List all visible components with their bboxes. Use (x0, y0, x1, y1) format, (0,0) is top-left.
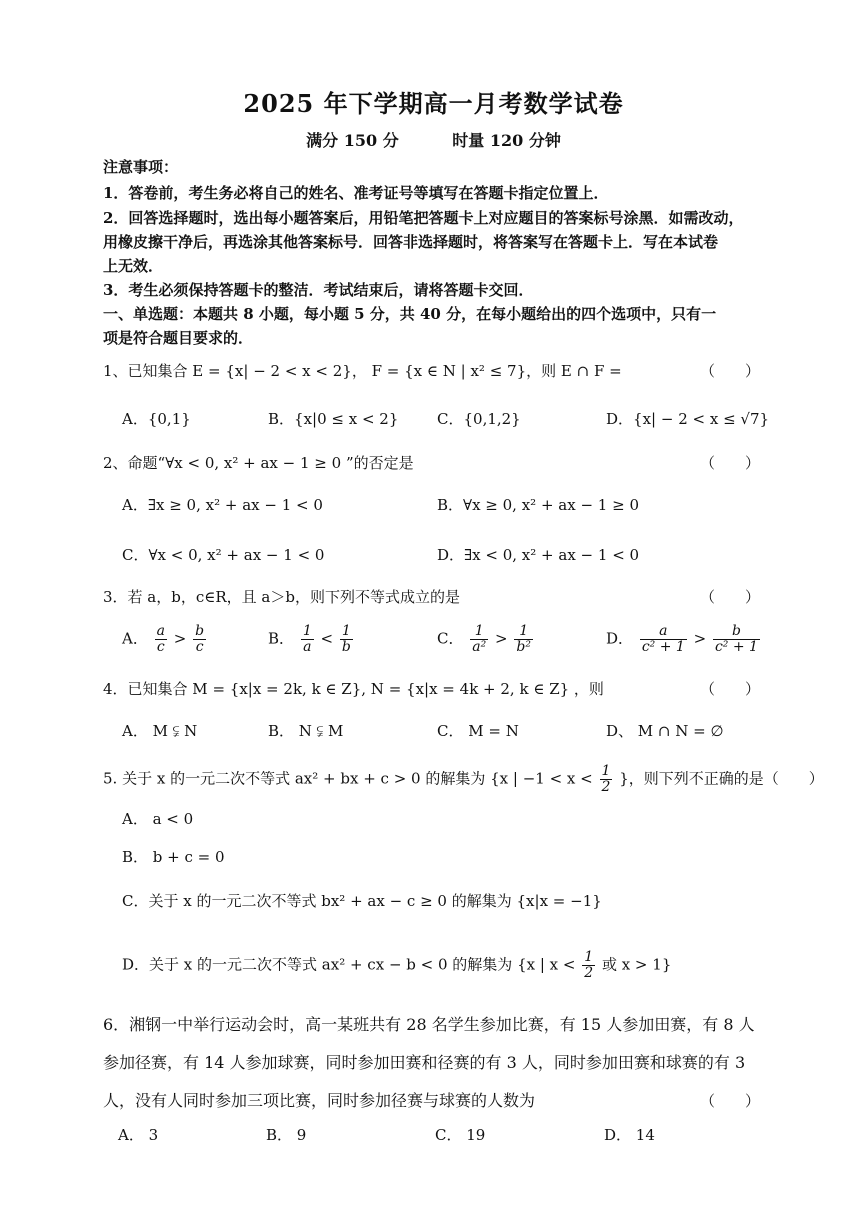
numerator: 1 (340, 624, 353, 640)
section-1-line-2: 项是符合题目要求的． (103, 329, 254, 347)
question-4-option-b: B． N ⫋ M (268, 722, 344, 740)
denominator: c² + 1 (714, 639, 758, 655)
option-label: B． (268, 629, 295, 648)
question-3-answer-paren: （ ） (700, 588, 761, 606)
question-2-option-c: C．∀x < 0, x² + ax − 1 < 0 (122, 546, 325, 564)
fraction (470, 624, 488, 655)
denominator: c (156, 639, 165, 655)
question-1-stem: 1、已知集合 E = {x| − 2 < x < 2}， F = {x ∈ N | x² ≤ 7}，则 E ∩ F = (103, 362, 622, 380)
notice-item-1: 1．答卷前，考生务必将自己的姓名、准考证号等填写在答题卡指定位置上． (103, 184, 609, 202)
option-label: C． (437, 629, 464, 648)
question-6-line-2: 参加径赛，有 14 人参加球赛，同时参加田赛和径赛的有 3 人，同时参加田赛和球赛的有 3 (103, 1053, 746, 1072)
question-6-answer-paren: （ ） (700, 1092, 761, 1110)
time-limit: 时量 120 分钟 (452, 131, 561, 150)
operator: < (320, 629, 334, 648)
question-5-option-c: C．关于 x 的一元二次不等式 bx² + ax − c ≥ 0 的解集为 {x|x = −1} (122, 892, 602, 910)
denominator: b² (516, 639, 531, 655)
operator: > (693, 629, 707, 648)
question-5-option-d (122, 950, 671, 981)
question-3-option-a (122, 624, 208, 655)
notice-item-3: 3．考生必须保持答题卡的整洁．考试结束后，请将答题卡交回． (103, 281, 534, 299)
question-1-option-d: D．{x| − 2 < x ≤ √7} (606, 410, 770, 428)
denominator: 2 (601, 779, 611, 795)
notice-heading: 注意事项： (103, 158, 179, 176)
full-score: 满分 150 分 (306, 131, 399, 150)
option-label: A． (122, 629, 148, 648)
question-5-option-d-pre: D．关于 x 的一元二次不等式 ax² + cx − b < 0 的解集为 {x | x < (122, 955, 576, 974)
question-2-option-a: A．∃x ≥ 0, x² + ax − 1 < 0 (122, 496, 323, 514)
operator: > (173, 629, 187, 648)
section-1-line-1: 一、单选题：本题共 8 小题，每小题 5 分，共 40 分，在每小题给出的四个选项中，只有一 (103, 305, 717, 323)
denominator: a (303, 639, 312, 655)
fraction (713, 624, 760, 655)
question-3-option-b (268, 624, 355, 655)
question-4-option-d: D、 M ∩ N = ∅ (606, 722, 724, 740)
question-4-option-c: C． M = N (437, 722, 519, 740)
denominator: 2 (584, 965, 594, 981)
question-6-line-1: 6．湘钢一中举行运动会时，高一某班共有 28 名学生参加比赛，有 15 人参加田赛，有 8 人 (103, 1015, 755, 1034)
fraction (340, 624, 353, 655)
operator: > (495, 629, 508, 648)
denominator: c (195, 639, 204, 655)
numerator: 1 (302, 623, 312, 639)
question-6-option-d: D． 14 (604, 1126, 655, 1144)
numerator: a (156, 623, 165, 639)
question-2-option-d: D．∃x < 0, x² + ax − 1 < 0 (437, 546, 640, 564)
question-5-stem-post: }，则下列不正确的是（ ） (619, 769, 824, 788)
fraction (582, 950, 595, 981)
question-5-stem (103, 764, 824, 795)
question-4-option-a: A． M ⫋ N (122, 722, 198, 740)
fraction (155, 624, 167, 655)
fraction (301, 624, 314, 655)
question-2-stem: 2、命题“∀x < 0, x² + ax − 1 ≥ 0 ”的否定是 (103, 454, 414, 472)
question-5-stem-pre: 5. 关于 x 的一元二次不等式 ax² + bx + c > 0 的解集为 {x | −1 < x < (103, 769, 593, 788)
denominator: b (341, 639, 351, 655)
fraction (640, 624, 687, 655)
question-5-option-d-post: 或 x > 1} (601, 955, 672, 974)
numerator: b (713, 624, 760, 640)
question-1-option-b: B．{x|0 ≤ x < 2} (268, 410, 399, 428)
question-6-option-c: C． 19 (435, 1126, 486, 1144)
notice-item-2-line-3: 上无效． (103, 257, 164, 275)
notice-item-2-line-2: 用橡皮擦干净后，再选涂其他答案标号．回答非选择题时，将答案写在答题卡上．写在本试卷 (103, 233, 719, 251)
question-2-option-b: B．∀x ≥ 0, x² + ax − 1 ≥ 0 (437, 496, 639, 514)
numerator: b (195, 623, 205, 639)
question-4-stem: 4．已知集合 M = {x|x = 2k, k ∈ Z}, N = {x|x = 4k + 2, k ∈ Z} ，则 (103, 680, 604, 698)
question-1-option-a: A．{0,1} (122, 410, 191, 428)
question-4-answer-paren: （ ） (700, 680, 761, 698)
fraction (193, 624, 206, 655)
numerator: 1 (514, 624, 533, 640)
exam-title: 2025 年下学期高一月考数学试卷 (243, 89, 624, 118)
question-2-answer-paren: （ ） (700, 454, 761, 472)
question-3-stem: 3．若 a，b，c∈R，且 a＞b，则下列不等式成立的是 (103, 588, 460, 606)
question-3-option-c (437, 624, 535, 655)
fraction (514, 624, 533, 655)
question-1-answer-paren: （ ） (700, 362, 761, 380)
question-6-line-3: 人，没有人同时参加三项比赛，同时参加径赛与球赛的人数为 (103, 1091, 536, 1110)
question-5-option-b: B． b + c = 0 (122, 848, 225, 866)
numerator: 1 (470, 624, 488, 640)
fraction (600, 764, 613, 795)
exam-subtitle (0, 128, 867, 151)
question-5-option-a: A． a < 0 (122, 810, 194, 828)
question-6-option-b: B． 9 (266, 1126, 307, 1144)
notice-item-2-line-1: 2．回答选择题时，选出每小题答案后，用铅笔把答题卡上对应题目的答案标号涂黑．如需改动， (103, 209, 744, 227)
numerator: 1 (601, 763, 611, 779)
numerator: a (640, 624, 687, 640)
question-1-option-c: C．{0,1,2} (437, 410, 521, 428)
denominator: c² + 1 (641, 639, 685, 655)
denominator: a² (472, 639, 487, 655)
question-3-option-d (606, 624, 762, 655)
option-label: D． (606, 629, 634, 648)
question-6-option-a: A． 3 (118, 1126, 159, 1144)
numerator: 1 (584, 949, 594, 965)
